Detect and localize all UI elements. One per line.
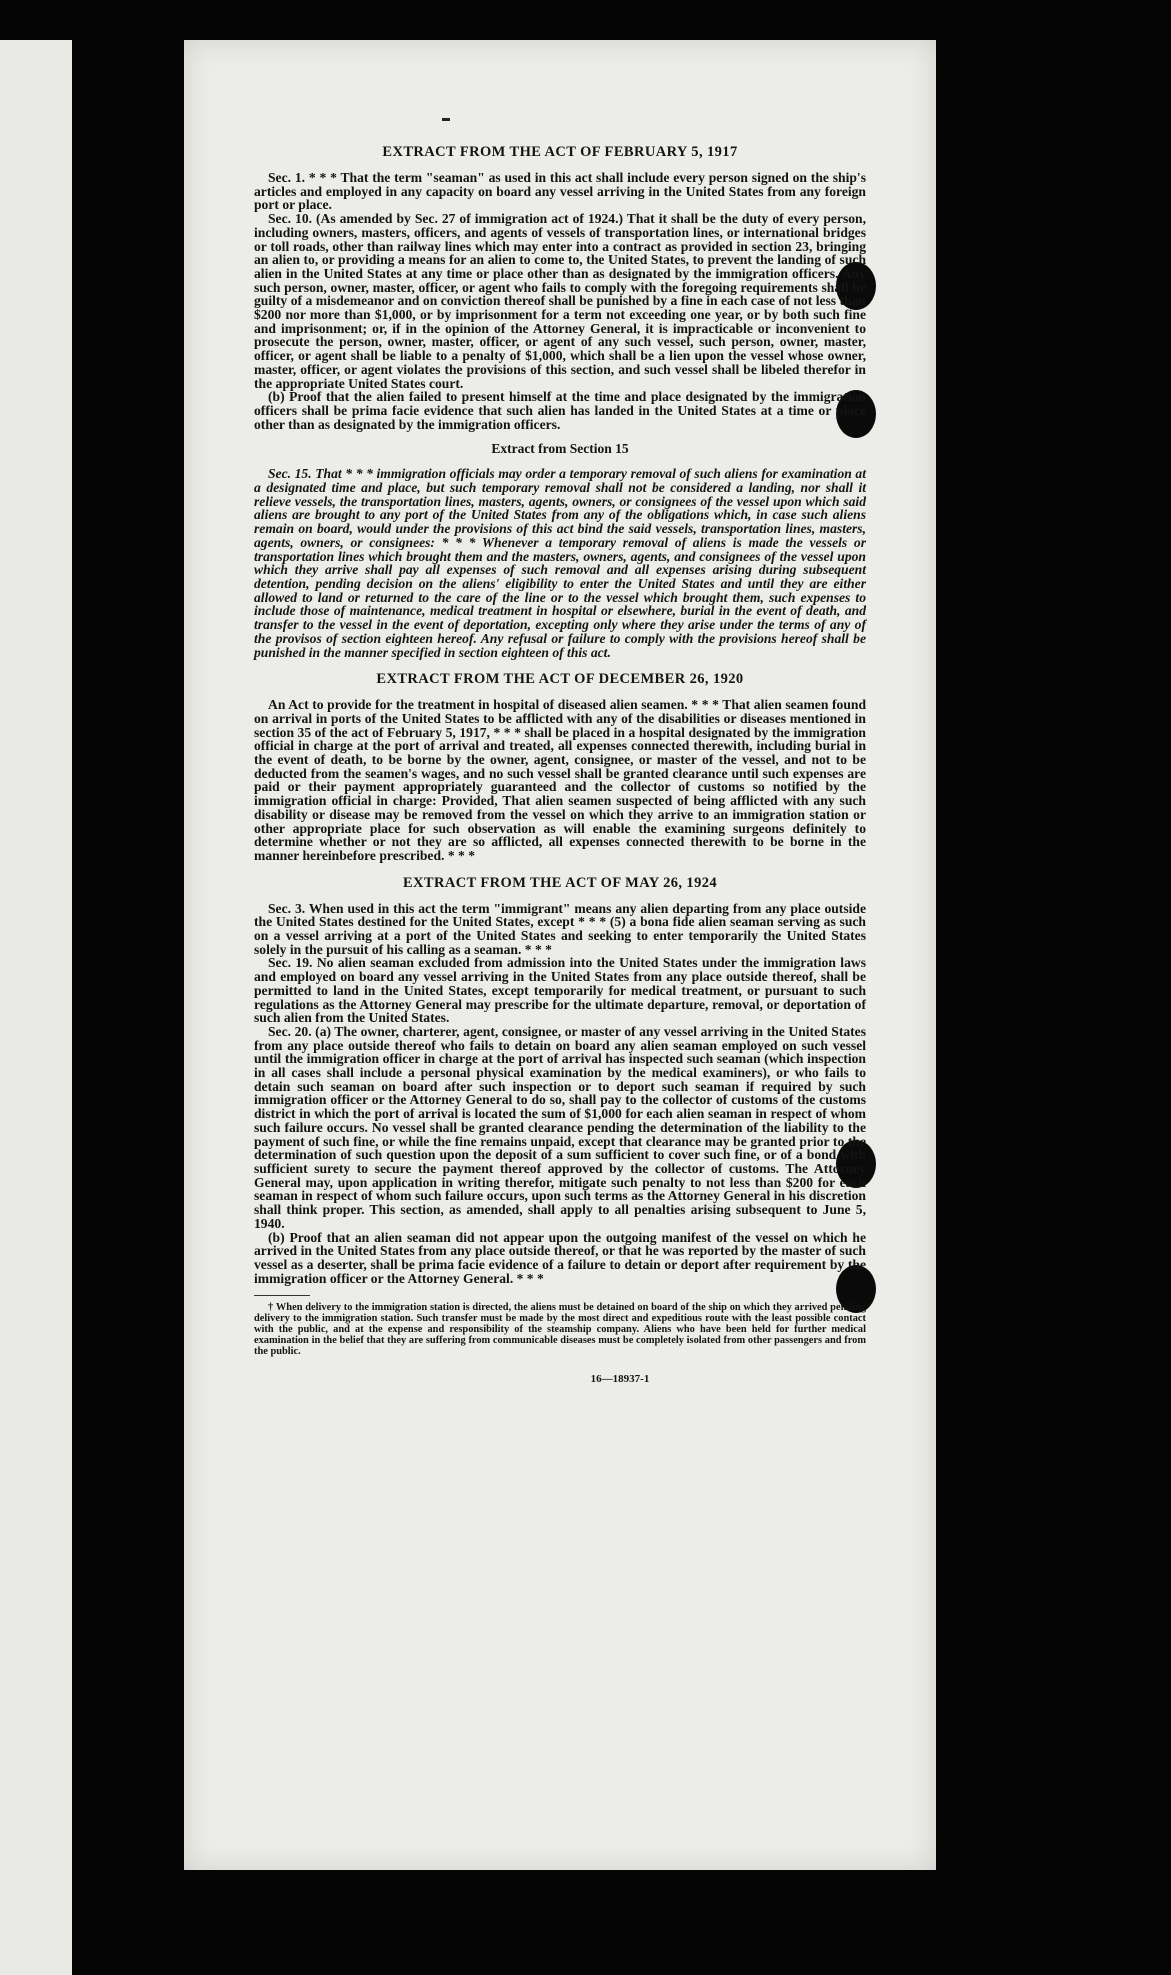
paragraph-sec-19: Sec. 19. No alien seaman excluded from admission into the United States under the immigration laws and employed on board any vessel arriving in the United States from any place outside thereof, shall be permitted to land in the United States, except temporarily for medical treatment, or pursuant to such regulations as the Attorney General may prescribe for the ultimate departure, removal, or deportation of such alien from the United States.: [254, 955, 866, 1026]
paragraph-sec-10: Sec. 10. (As amended by Sec. 27 of immigration act of 1924.) That it shall be the duty of every person, including owners, masters, officers, and agents of vessels of transportation lines, or international bridges or toll roads, other than railway lines which may enter into a contract as provided in section 23, bringing an alien to, or providing a means for an alien to come to, the United States, to prevent the landing of such alien in the United States at any time or place other than as designated by the immigration officers. Any such person, owner, master, officer, or agent who fails to comply with the foregoing requirements shall be guilty of a misdemeanor and on conviction thereof shall be punished by a fine in each case of not less than $200 nor more than $1,000, or by imprisonment for a term not exceeding one year, or by both such fine and imprisonment; or, if in the opinion of the Attorney General, it is impracticable or inconvenient to prosecute the person, owner, master, officer, or agent of any such vessel, such person, owner, master, officer, or agent shall be liable to a penalty of $1,000, which shall be a lien upon the vessel whose owner, master, officer, or agent violates the provisions of this section, and such vessel shall be libeled therefor in the appropriate United States court.: [254, 211, 866, 391]
paragraph-sec-3: Sec. 3. When used in this act the term "immigrant" means any alien departing from any place outside the United States destined for the United States, except * * * (5) a bona fide alien seaman serving as such on a vessel arriving at a port of the United States and seeking to enter temporarily the United States solely in the pursuit of his calling as a seaman. * * *: [254, 900, 866, 957]
document-page: [184, 40, 936, 1870]
heading-act-1920: EXTRACT FROM THE ACT OF DECEMBER 26, 1920: [376, 671, 744, 688]
footnote-rule: [254, 1295, 310, 1296]
heading-act-1924: EXTRACT FROM THE ACT OF MAY 26, 1924: [402, 874, 718, 891]
top-mark: [442, 118, 450, 121]
footnote: † When delivery to the immigration station is directed, the aliens must be detained on board of the ship on which they arrived pending delivery to the immigration station. Such transfer must be made by the most direct and expeditious route with the least possible contact with the public, and at the expense and responsibility of the steamship company. Aliens who have been held for further medical examination in the belief that they are suffering from communicable diseases must be completely isolated from other passengers and from the public.: [254, 1302, 866, 1358]
heading-section-15: Extract from Section 15: [491, 441, 629, 457]
paragraph-sec-20b: (b) Proof that an alien seaman did not appear upon the outgoing manifest of the vessel on which he arrived in the United States from any place outside thereof, or that he was reported by the master of such vessel as a deserter, shall be prima facie evidence of a failure to detain or deport after requirement by the immigration officer or the Attorney General. * * *: [254, 1229, 866, 1286]
adjacent-page-edge: [0, 40, 72, 1975]
document-text: [254, 144, 866, 1385]
paragraph-sec-20: Sec. 20. (a) The owner, charterer, agent, consignee, or master of any vessel arriving in the United States from any place outside thereof who fails to detain on board any alien seaman employed on such vessel until the immigration officer in charge at the port of arrival has inspected such seaman (which inspection in all cases shall include a personal physical examination by the medical examiners), or who fails to detain such seaman on board after such inspection or to deport such seaman if required by such immigration officer or the Attorney General to do so, shall pay to the collector of customs of the customs district in which the port of arrival is located the sum of $1,000 for each alien seaman in respect of whom such failure occurs. No vessel shall be granted clearance pending the determination of the liability to the payment of such fine, or while the fine remains unpaid, except that clearance may be granted prior to the determination of such question upon the deposit of a sum sufficient to cover such fine, or of a bond with sufficient surety to secure the payment thereof approved by the collector of customs. The Attorney General may, upon application in writing therefor, mitigate such penalty to not less than $200 for each seaman in respect of whom such failure occurs, upon such terms as the Attorney General in his discretion shall think proper. This section, as amended, shall apply to all penalties arising subsequent to June 5, 1940.: [254, 1023, 866, 1231]
paragraph-sec-1: Sec. 1. * * * That the term "seaman" as used in this act shall include every person signed on the ship's articles and employed in any capacity on board any vessel arriving in the United States from any foreign port or place.: [254, 170, 866, 213]
paragraph-act-1920: An Act to provide for the treatment in hospital of diseased alien seamen. * * * That alien seamen found on arrival in ports of the United States to be afflicted with any of the disabilities or diseases mentioned in section 35 of the act of February 5, 1917, * * * shall be placed in a hospital designated by the immigration official in charge at the port of arrival and treated, all expenses connected therewith, including burial in the event of death, to be borne by the owner, agent, consignee, or master of the vessel, and not to be deducted from the seamen's wages, and no such vessel shall be granted clearance until such expenses are paid or their payment appropriately guaranteed and the collector of customs so notified by the immigration official in charge: Provided, That alien seamen suspected of being afflicted with any such disability or disease may be removed from the vessel on which they arrive to an immigration station or other appropriate place for such observation as will enable the examining surgeons definitely to determine whether or not they are so afflicted, all expenses connected therewith to be borne in the manner hereinbefore prescribed. * * *: [254, 697, 866, 863]
heading-act-1917: EXTRACT FROM THE ACT OF FEBRUARY 5, 1917: [382, 144, 738, 160]
form-number: 16—18937-1: [590, 1373, 650, 1386]
paragraph-sec-15: Sec. 15. That * * * immigration officials may order a temporary removal of such aliens for examination at a designated time and place, but such temporary removal shall not be considered a landing, nor shall it relieve vessels, the transportation lines, masters, agents, owners, or consignees of the vessel upon which said aliens are brought to any port of the United States from any of the obligations which, in case such aliens remain on board, would under the provisions of this act bind the said vessels, transportation lines, masters, agents, owners, or consignees: * * * Whenever a temporary removal of aliens is made the vessels or transportation lines which brought them and the masters, owners, agents, and consignees of the vessel upon which they arrive shall pay all expenses of such removal and all expenses arising during subsequent detention, pending decision on the aliens' eligibility to enter the United States and until they are either allowed to land or returned to the care of the line or to the vessel which brought them, such expenses to include those of maintenance, medical treatment in hospital or elsewhere, burial in the event of death, and transfer to the vessel in the event of deportation, excepting only where they arise under the terms of any of the provisos of section eighteen hereof. Any refusal or failure to comply with the provisions hereof shall be punished in the manner specified in section eighteen of this act.: [254, 466, 866, 660]
paragraph-sec-10b: (b) Proof that the alien failed to present himself at the time and place designated by the immigration officers shall be prima facie evidence that such alien has landed in the United States at a time or place other than as designated by the immigration officers.: [254, 389, 866, 432]
